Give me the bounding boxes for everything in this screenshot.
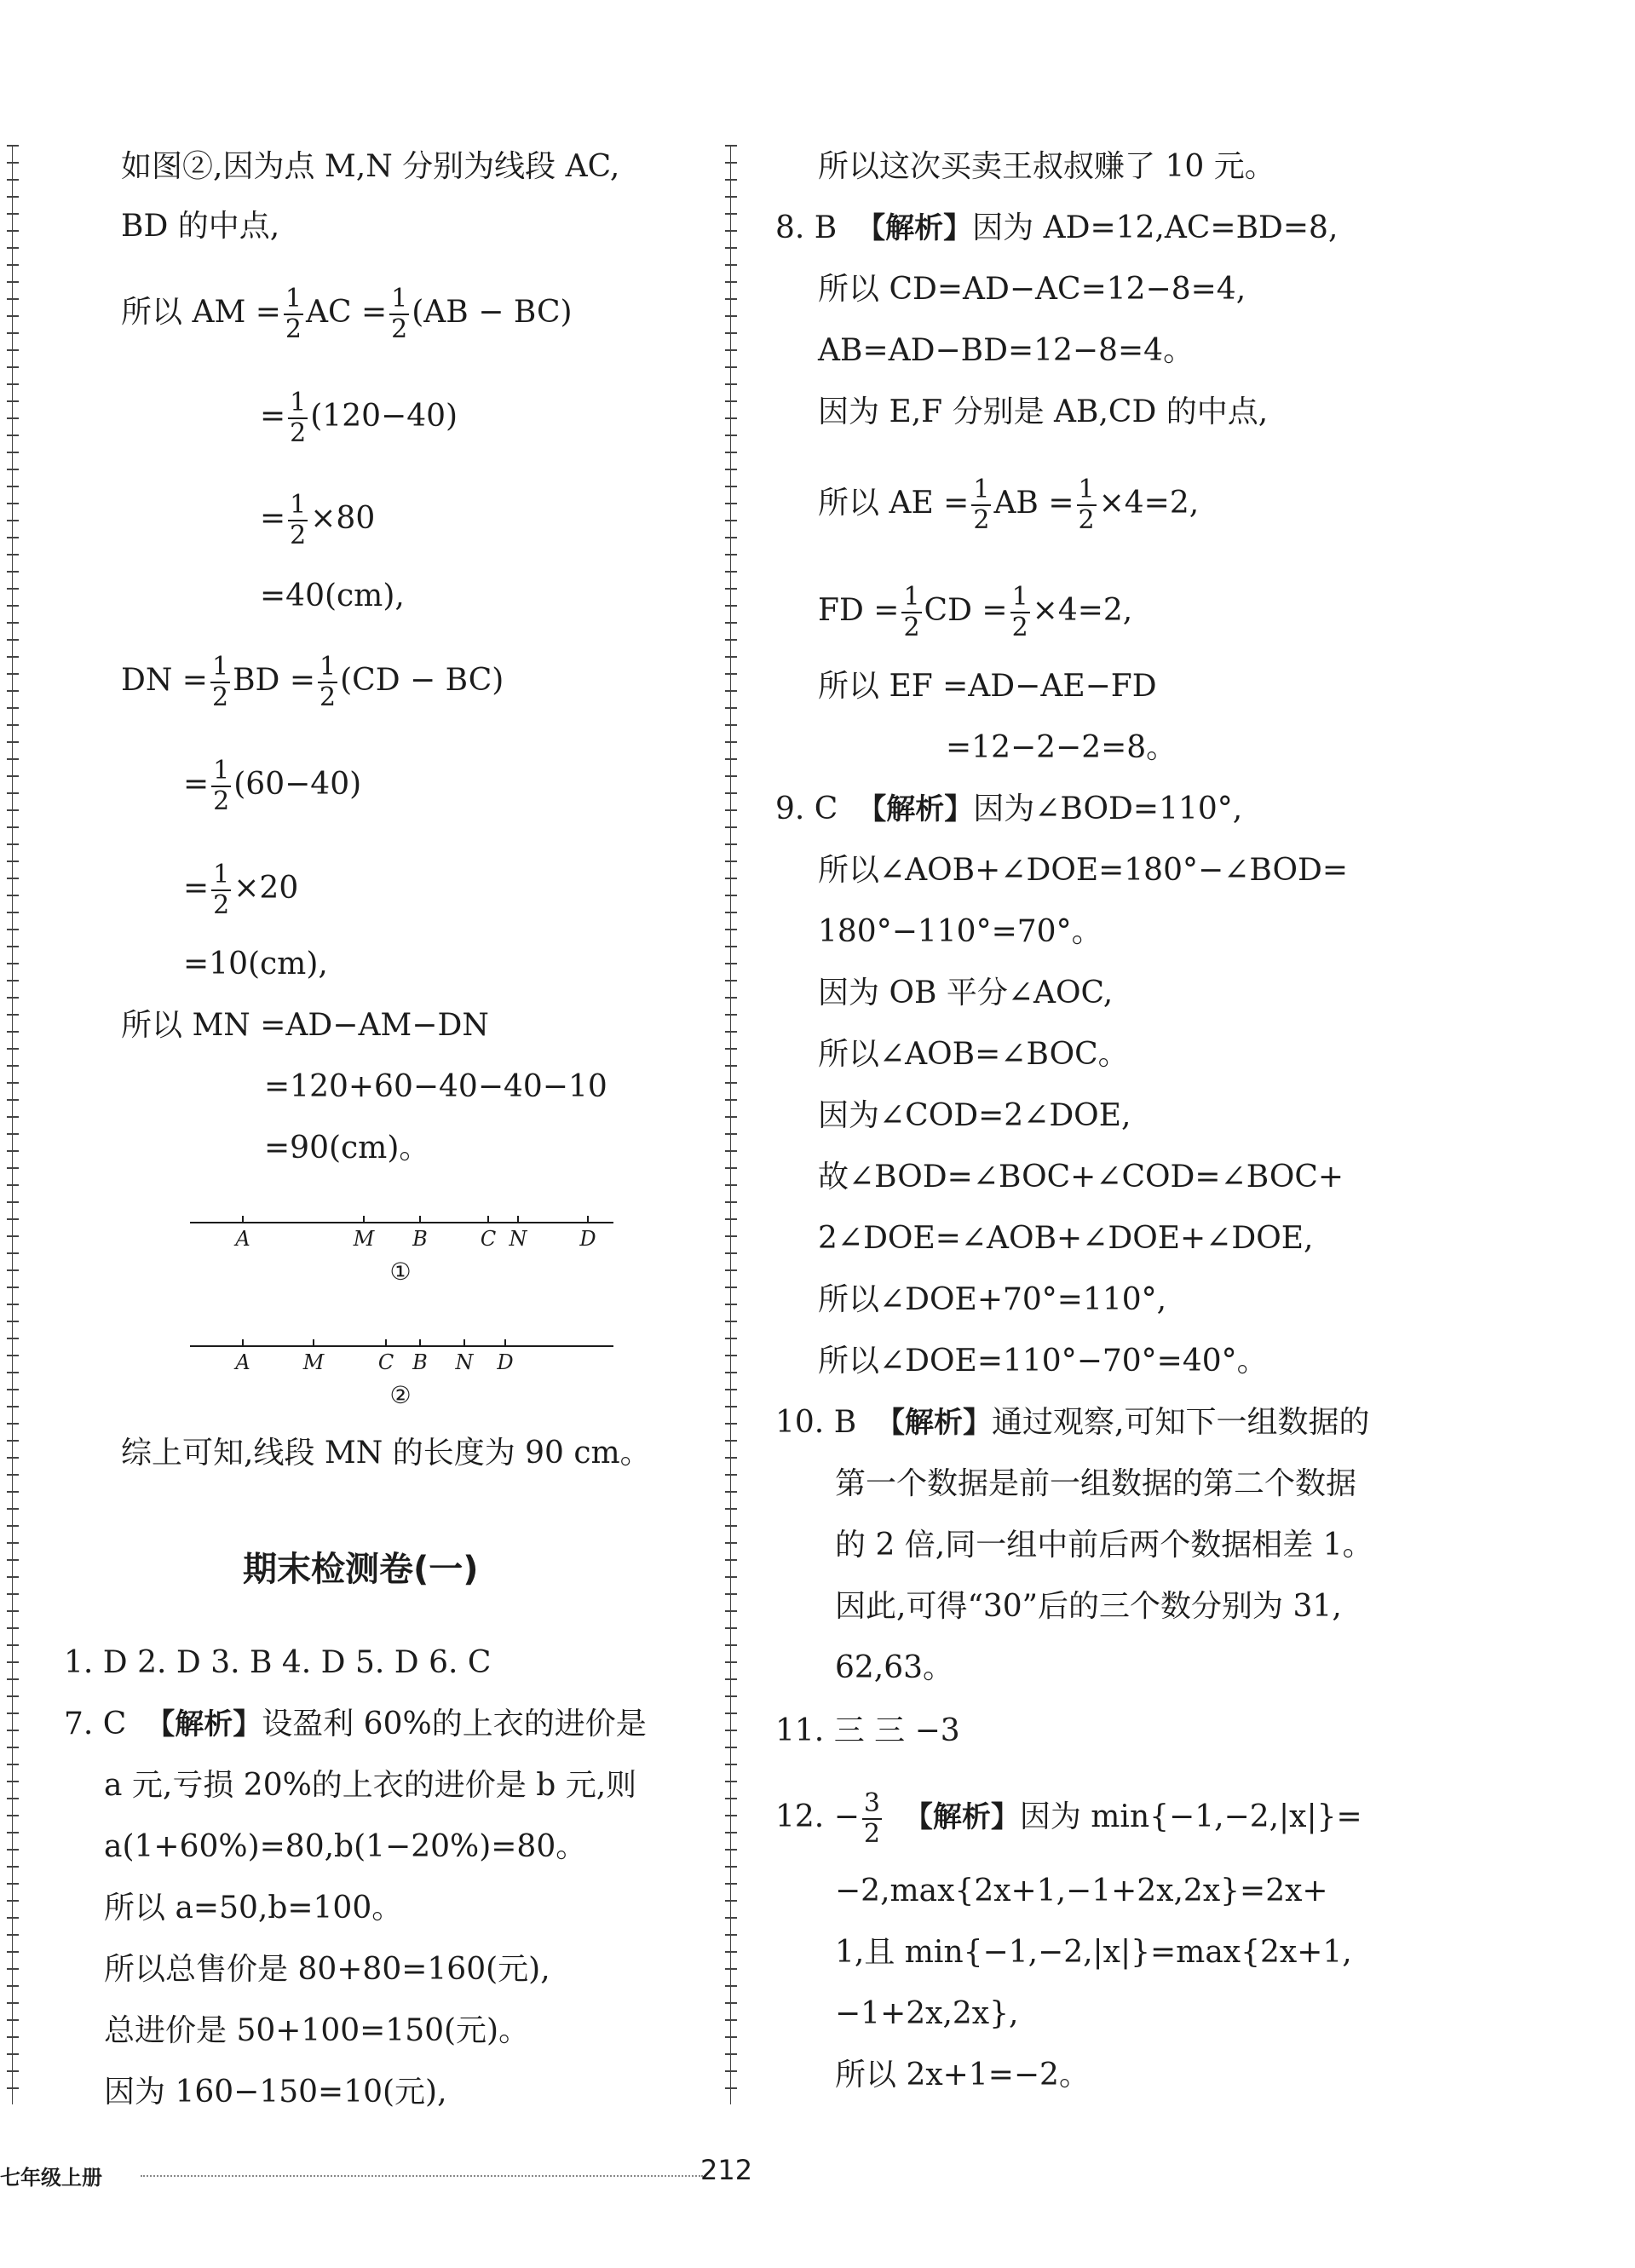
fraction-half: $\frac{1}{2}$ bbox=[285, 284, 302, 344]
dn-equation-3: = $\frac{1}{2}$ ×20 bbox=[183, 860, 299, 920]
segment-figure-2 bbox=[183, 1329, 660, 1423]
q9-line-10: 所以∠DOE=110°−70°=40°。 bbox=[818, 1344, 1268, 1379]
page-number: 212 bbox=[700, 2154, 753, 2186]
fraction-half: $\frac{1}{2}$ bbox=[213, 860, 230, 920]
q10-line-1: 10. B 【解析】通过观察,可知下一组数据的 bbox=[775, 1405, 1370, 1440]
answers-1-6: 1. D 2. D 3. B 4. D 5. D 6. C bbox=[64, 1645, 492, 1680]
left-gutter-line bbox=[7, 145, 19, 2104]
fraction-half: $\frac{1}{2}$ bbox=[391, 284, 408, 344]
q7-line-7: 因为 160−150=10(元), bbox=[104, 2075, 447, 2110]
q9-line-7: 故∠BOD=∠BOC+∠COD=∠BOC+ bbox=[818, 1160, 1344, 1194]
fig2-label: C bbox=[377, 1350, 394, 1374]
q10-line-2: 第一个数据是前一组数据的第二个数据 bbox=[835, 1466, 1357, 1501]
dn-equation-2: = $\frac{1}{2}$ (60−40) bbox=[183, 756, 362, 816]
mn-equation-2: =120+60−40−40−10 bbox=[264, 1069, 607, 1104]
q8-line-4: 因为 E,F 分别是 AB,CD 的中点, bbox=[818, 394, 1269, 429]
dn-equation-1: DN = $\frac{1}{2}$ BD = $\frac{1}{2}$ (CD − BC) bbox=[121, 652, 504, 712]
q10-line-5: 62,63。 bbox=[835, 1650, 954, 1685]
fraction-half: $\frac{1}{2}$ bbox=[1078, 475, 1095, 535]
mn-equation-1: 所以 MN =AD−AM−DN bbox=[121, 1008, 489, 1043]
section-title: 期末检测卷(一) bbox=[243, 1550, 479, 1589]
q12-line-3: 1,且 min{−1,−2,|x|}=max{2x+1, bbox=[835, 1935, 1352, 1970]
q8-line-8: =12−2−2=8。 bbox=[946, 730, 1177, 765]
fraction-half: $\frac{1}{2}$ bbox=[973, 475, 990, 535]
dn-equation-4: =10(cm), bbox=[183, 947, 328, 981]
q12-line-4: −1+2x,2x}, bbox=[835, 1996, 1019, 2031]
fig2-label: N bbox=[455, 1350, 474, 1374]
fig1-label: B bbox=[412, 1227, 428, 1251]
q9-line-8: 2∠DOE=∠AOB+∠DOE+∠DOE, bbox=[818, 1221, 1314, 1256]
fig1-label: D bbox=[579, 1227, 596, 1251]
q10-line-3: 的 2 倍,同一组中前后两个数据相差 1。 bbox=[835, 1528, 1373, 1563]
fig2-label: D bbox=[497, 1350, 514, 1374]
fig2-caption: ② bbox=[389, 1381, 412, 1409]
column-separator bbox=[725, 145, 737, 2104]
q8-fd-equation: FD = $\frac{1}{2}$ CD = $\frac{1}{2}$ ×4=2, bbox=[818, 582, 1133, 642]
segment-figure-1 bbox=[183, 1206, 660, 1299]
q12-line-2: −2,max{2x+1,−1+2x,2x}=2x+ bbox=[835, 1874, 1328, 1908]
footer-dotted-rule bbox=[141, 2175, 703, 2177]
fig1-caption: ① bbox=[389, 1258, 412, 1286]
am-equation-4: =40(cm), bbox=[260, 579, 405, 613]
am-equation-2: = $\frac{1}{2}$ (120−40) bbox=[260, 388, 458, 448]
q9-line-5: 所以∠AOB=∠BOC。 bbox=[818, 1037, 1129, 1072]
q8-ae-equation: 所以 AE = $\frac{1}{2}$ AB = $\frac{1}{2}$ ×4=2, bbox=[818, 475, 1200, 535]
fig1-label: A bbox=[235, 1227, 250, 1251]
footer-grade-label: 七年级上册 bbox=[0, 2166, 102, 2190]
am-equation-3: = $\frac{1}{2}$ ×80 bbox=[260, 490, 376, 550]
q8-line-3: AB=AD−BD=12−8=4。 bbox=[818, 333, 1195, 368]
q7-line-6: 总进价是 50+100=150(元)。 bbox=[104, 2013, 530, 2048]
fraction-half: $\frac{1}{2}$ bbox=[903, 582, 920, 642]
mn-equation-3: =90(cm)。 bbox=[264, 1131, 430, 1166]
q9-line-6: 因为∠COD=2∠DOE, bbox=[818, 1098, 1131, 1133]
q7-line-2: a 元,亏损 20%的上衣的进价是 b 元,则 bbox=[104, 1768, 637, 1803]
q11-line: 11. 三 三 −3 bbox=[775, 1713, 960, 1748]
q7-line-3: a(1+60%)=80,b(1−20%)=80。 bbox=[104, 1829, 587, 1864]
fig1-label: M bbox=[353, 1227, 375, 1251]
right-line-1: 所以这次买卖王叔叔赚了 10 元。 bbox=[818, 149, 1275, 184]
fraction-three-halves: $\frac{3}{2}$ bbox=[863, 1788, 880, 1849]
q7-line-5: 所以总售价是 80+80=160(元), bbox=[104, 1952, 550, 1987]
q8-line-1: 8. B 【解析】因为 AD=12,AC=BD=8, bbox=[775, 210, 1339, 245]
fraction-half: $\frac{1}{2}$ bbox=[1011, 582, 1028, 642]
fraction-half: $\frac{1}{2}$ bbox=[211, 652, 229, 712]
fig2-label: A bbox=[235, 1350, 250, 1374]
fraction-half: $\frac{1}{2}$ bbox=[290, 490, 307, 550]
q8-line-7: 所以 EF =AD−AE−FD bbox=[818, 669, 1157, 704]
q9-line-3: 180°−110°=70°。 bbox=[818, 914, 1102, 949]
left-line-2: BD 的中点, bbox=[121, 209, 280, 244]
fig1-label: N bbox=[509, 1227, 527, 1251]
q12-line-1: 12. − $\frac{3}{2}$ 【解析】因为 min{−1,−2,|x|}= bbox=[775, 1788, 1362, 1849]
fraction-half: $\frac{1}{2}$ bbox=[290, 388, 307, 448]
q9-line-1: 9. C 【解析】因为∠BOD=110°, bbox=[775, 791, 1243, 826]
q12-line-5: 所以 2x+1=−2。 bbox=[835, 2058, 1090, 2092]
fraction-half: $\frac{1}{2}$ bbox=[320, 652, 337, 712]
fig2-label: M bbox=[302, 1350, 325, 1374]
fig2-label: B bbox=[412, 1350, 428, 1374]
conclusion-text: 综上可知,线段 MN 的长度为 90 cm。 bbox=[121, 1436, 651, 1471]
left-line-1: 如图②,因为点 M,N 分别为线段 AC, bbox=[121, 149, 620, 184]
q7-line-4: 所以 a=50,b=100。 bbox=[104, 1891, 403, 1925]
q8-line-2: 所以 CD=AD−AC=12−8=4, bbox=[818, 272, 1246, 307]
q9-line-4: 因为 OB 平分∠AOC, bbox=[818, 976, 1114, 1010]
fig1-label: C bbox=[480, 1227, 497, 1251]
am-equation-1: 所以 AM = $\frac{1}{2}$ AC = $\frac{1}{2}$ (AB − BC) bbox=[121, 284, 573, 344]
q7-line-1: 7. C 【解析】设盈利 60%的上衣的进价是 bbox=[64, 1707, 647, 1741]
q9-line-2: 所以∠AOB+∠DOE=180°−∠BOD= bbox=[818, 853, 1348, 888]
fraction-half: $\frac{1}{2}$ bbox=[213, 756, 230, 816]
q10-line-4: 因此,可得“30”后的三个数分别为 31, bbox=[835, 1589, 1342, 1624]
q9-line-9: 所以∠DOE+70°=110°, bbox=[818, 1282, 1167, 1317]
